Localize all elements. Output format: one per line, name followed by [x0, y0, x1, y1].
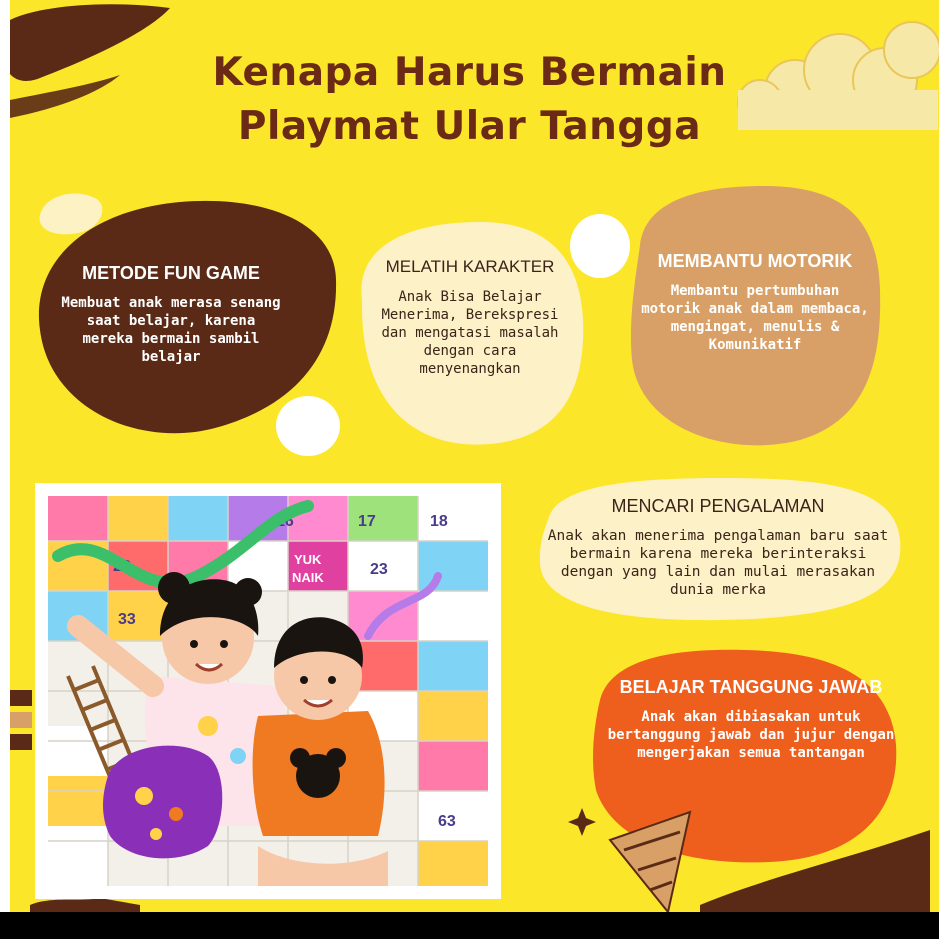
decor-stripes-left: [10, 690, 32, 750]
mat-number: 17: [358, 513, 376, 530]
card-heading: MENCARI PENGALAMAN: [611, 496, 825, 516]
card-text: Anak akan dibiasakan untuk bertanggung jawab dan jujur dengan mengerjakan semua tantangan: [607, 709, 895, 761]
card-text: Anak akan menerima pengalaman baru saat bermain karena mereka berinteraksi dengan yang lain dan mulai merasakan dunia merka: [547, 528, 889, 598]
title-line-1: Kenapa Harus Bermain: [212, 50, 727, 95]
card-pengalaman: [546, 495, 890, 599]
card-karakter: [372, 256, 568, 378]
mat-word: NAIK: [292, 570, 324, 585]
title-line-2: Playmat Ular Tangga: [237, 104, 702, 149]
card-heading: BELAJAR TANGGUNG JAWAB: [619, 677, 883, 697]
mat-number: 18: [430, 513, 448, 530]
card-text: Anak Bisa Belajar Menerima, Berekspresi dan mengatasi masalah dengan cara menyenangkan: [381, 289, 559, 377]
card-text: Membantu pertumbuhan motorik anak dalam membaca, mengingat, menulis & Komunikatif: [641, 283, 869, 353]
card-motorik: [640, 250, 870, 354]
decor-white-oval-2: [276, 396, 340, 456]
decor-white-oval-1: [570, 214, 630, 278]
mat-word: YUK: [294, 552, 322, 567]
mat-number: 28: [113, 558, 131, 575]
card-tanggung-jawab: [606, 676, 896, 762]
card-heading: MEMBANTU MOTORIK: [657, 251, 853, 271]
mat-number: 63: [438, 813, 456, 830]
mat-number: 33: [118, 611, 136, 628]
dice-plush-icon: [103, 746, 222, 859]
card-heading: MELATIH KARAKTER: [385, 257, 555, 276]
card-text: Membuat anak merasa senang saat belajar, karena mereka bermain sambil belajar: [61, 295, 281, 365]
mat-number: 16: [276, 513, 294, 530]
card-heading: METODE FUN GAME: [82, 263, 260, 283]
photo-illustration: [48, 496, 488, 886]
card-fun-game: [58, 262, 284, 366]
kids-on-playmat-photo: [48, 496, 488, 886]
bottom-bar: [0, 912, 939, 939]
photo-frame: [35, 483, 501, 899]
mat-number: 23: [370, 561, 388, 578]
